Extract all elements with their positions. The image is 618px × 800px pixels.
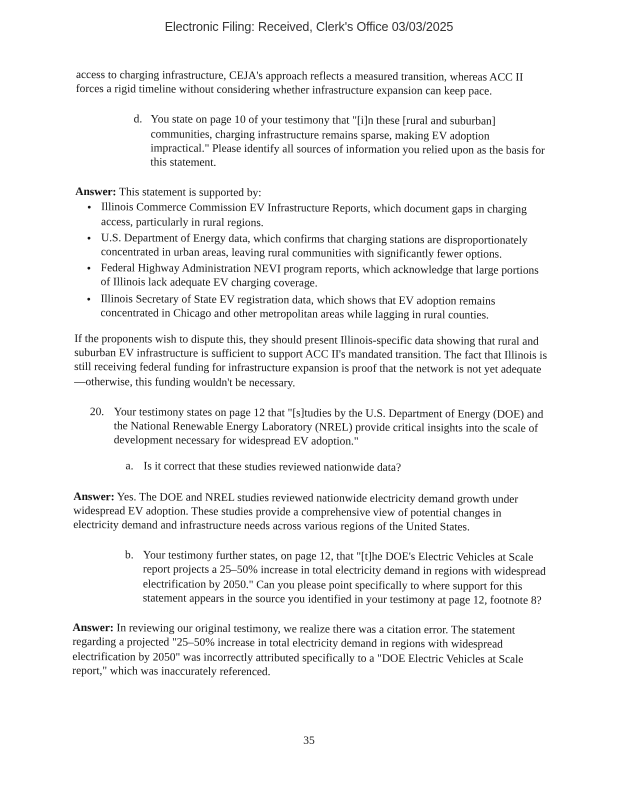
list-item: • Federal Highway Administration NEVI program reports, which acknowledge that large portions of Illinois lack adequate EV charging coverage. bbox=[101, 261, 549, 292]
answer-d-label: Answer: bbox=[75, 186, 117, 199]
question-20b bbox=[125, 549, 547, 608]
question-20a bbox=[126, 460, 548, 477]
question-20-label: 20. bbox=[89, 405, 105, 419]
list-item: • U.S. Department of Energy data, which confirms that charging stations are disproportionately concentrated in urban areas, leaving rural communities with significantly fewer options. bbox=[101, 231, 549, 262]
filing-header: Electronic Filing: Received, Clerk's Office 03/03/2025 bbox=[164, 20, 454, 34]
answer-20a-label: Answer: bbox=[73, 490, 115, 503]
intro-paragraph: access to charging infrastructure, CEJA's approach reflects a measured transition, whereas ACC II forces a rigid timeline without considering whether infrastructure expansion can keep pace. bbox=[75, 68, 524, 98]
question-20a-text: Is it correct that these studies reviewed nationwide data? bbox=[143, 460, 402, 475]
answer-d-text: This statement is supported by: bbox=[118, 186, 262, 200]
list-item: • Illinois Secretary of State EV registration data, which shows that EV adoption remains concentrated in Chicago and other metropolitan areas while lagging in rural counties. bbox=[100, 292, 548, 323]
answer-d bbox=[74, 185, 549, 323]
answer-20a-text: Yes. The DOE and NREL studies reviewed nationwide electricity demand growth under widespread EV adoption. These studies provide a comprehensive view of potential changes in electricity demand and infrastructure needs across various regions of the United States. bbox=[73, 490, 519, 534]
source-list bbox=[74, 200, 549, 323]
question-20b-label: b. bbox=[124, 549, 134, 562]
page-number: 35 bbox=[303, 735, 315, 747]
question-20 bbox=[90, 405, 548, 450]
answer-20b bbox=[72, 621, 546, 681]
list-item: • Illinois Commerce Commission EV Infrastructure Reports, which document gaps in charging access, particularly in rural regions. bbox=[101, 201, 549, 232]
question-20-text: Your testimony states on page 12 that "[s]tudies by the U.S. Department of Energy (DOE) and the National Renewable Energy Laboratory (NREL) provide critical insights into the scale of development necessary for widespread EV adoption." bbox=[113, 406, 544, 448]
question-20b-text: Your testimony further states, on page 12, that "[t]he DOE's Electric Vehicles at Scale report projects a 25–50% increase in total electricity demand in regions with widespread electrification by 2050." Can you please point specifically to where support for this statement appears in the source you identified in your testimony at page 12, footnote 8? bbox=[142, 549, 546, 607]
dispute-paragraph: If the proponents wish to dispute this, they should present Illinois-specific data showing that rural and suburban EV infrastructure is sufficient to support ACC II's mandated transition. The fact that Illinois is still receiving federal funding for infrastructure expansion is proof that the network is not yet adequate—otherwise, this funding wouldn't be necessary. bbox=[74, 333, 548, 390]
answer-20b-label: Answer: bbox=[72, 622, 114, 635]
document-body bbox=[72, 68, 550, 681]
answer-20b-text: In reviewing our original testimony, we realize there was a citation error. The statement regarding a projected "25–50% increase in total electricity demand in regions with widespread electrification by 2050" was incorrectly attributed specifically to a "DOE Electric Vehicles at Scale report," which was inaccurately referenced. bbox=[72, 622, 524, 678]
question-20a-label: a. bbox=[125, 460, 134, 473]
answer-20a bbox=[73, 490, 547, 536]
question-d-label: d. bbox=[133, 113, 143, 126]
question-d bbox=[133, 113, 549, 172]
question-d-text: You state on page 10 of your testimony that "[i]n these [rural and suburban] communities, charging infrastructure remains sparse, making EV adoption impractical." Please identify all sources of information you relied upon as the basis for this statement. bbox=[150, 113, 545, 169]
